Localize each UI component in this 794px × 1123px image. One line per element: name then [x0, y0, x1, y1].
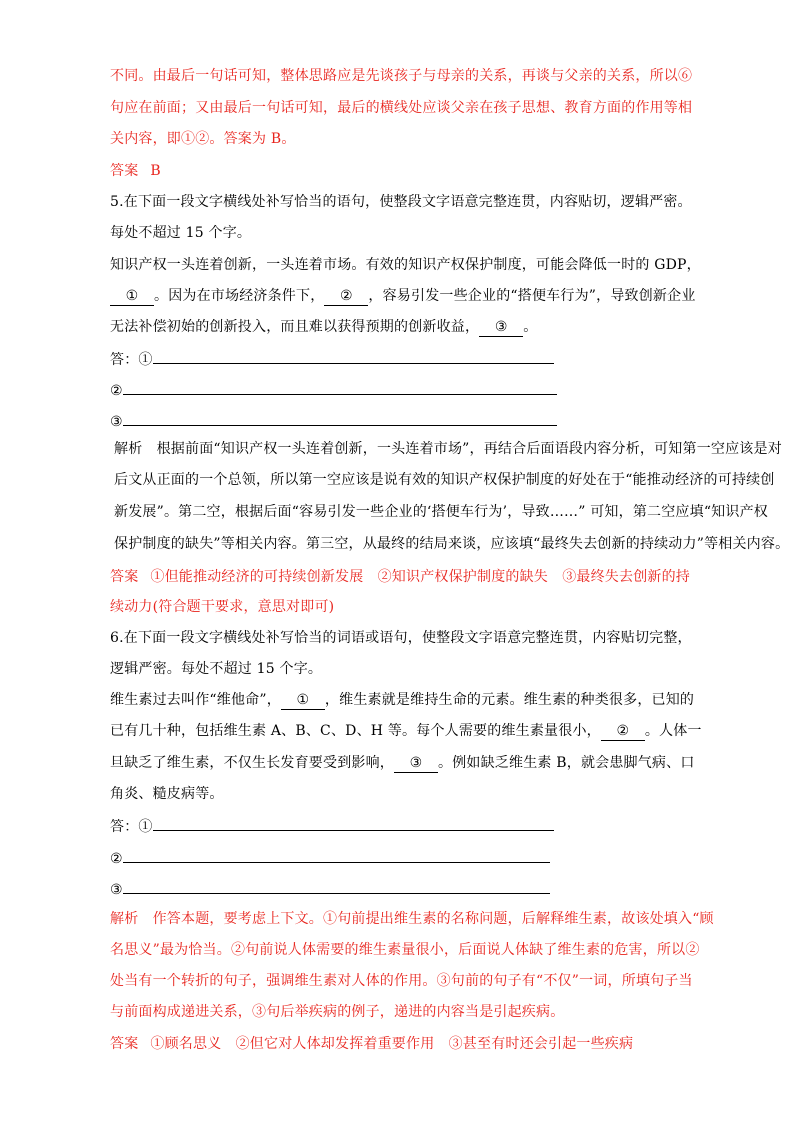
- q5-passage-line: [110, 287, 696, 306]
- answer-text: ①但能推动经济的可持续创新发展 ②知识产权保护制度的缺失 ③最终失去创新的持: [150, 569, 691, 585]
- q5-passage-line: 知识产权一头连着创新，一头连着市场。有效的知识产权保护制度，可能会降低一时的 GDP，: [110, 257, 701, 273]
- answer-field-3[interactable]: [123, 411, 557, 426]
- q5-answer: [110, 568, 690, 586]
- prev-analysis-line: 不同。由最后一句话可知，整体思路应是先谈孩子与母亲的关系，再谈与父亲的关系，所以⑥: [110, 68, 693, 84]
- q6-passage-line: [110, 691, 694, 710]
- answer-label: 答案: [110, 163, 139, 179]
- answer-label: 答案: [110, 569, 139, 585]
- answer-field-2[interactable]: [123, 380, 557, 395]
- q5-answer-cont: 续动力(符合题干要求，意思对即可): [110, 599, 335, 615]
- blank-2[interactable]: ②: [324, 287, 368, 306]
- answer-prefix: 答：①: [110, 352, 153, 368]
- q5-passage-line: [110, 318, 537, 337]
- q6-prompt-line: 6.在下面一段文字横线处补写恰当的词语或语句，使整段文字语意完整连贯，内容贴切完整，: [110, 630, 692, 646]
- q6-passage-line: [110, 754, 695, 773]
- answer-field-3[interactable]: [123, 879, 550, 894]
- answer-prefix: 答：①: [110, 819, 153, 835]
- passage-text: ，容易引发一些企业的“搭便车行为”，导致创新企业: [368, 288, 696, 304]
- passage-text: 。因为在市场经济条件下，: [154, 288, 325, 304]
- prev-analysis-line: 句应在前面；又由最后一句话可知，最后的横线处应谈父亲在孩子思想、教育方面的作用等相: [110, 100, 693, 116]
- q6-analysis-line: 与前面构成递进关系，③句后举疾病的例子，递进的内容当是引起疾病。: [110, 1004, 565, 1020]
- q6-passage-line: [110, 722, 702, 741]
- q5-answer-line-1: [110, 349, 554, 369]
- answer-prefix: ②: [110, 383, 123, 399]
- answer-value: B: [150, 163, 161, 179]
- answer-prefix: ③: [110, 882, 123, 898]
- q5-analysis-line: 保护制度的缺失”等相关内容。第三空，从最终的结局来谈，应该填“最终失去创新的持续动力”等相关内容。: [114, 536, 790, 552]
- passage-text: 。: [523, 319, 538, 335]
- answer-field-2[interactable]: [123, 848, 550, 863]
- answer-text: ①顾名思义 ②但它对人体却发挥着重要作用 ③甚至有时还会引起一些疾病: [150, 1036, 634, 1052]
- answer-label: 答案: [110, 1036, 139, 1052]
- q6-answer-line-2: [110, 848, 550, 868]
- q5-answer-line-3: [110, 411, 557, 431]
- q5-analysis-line: 解析 根据前面“知识产权一头连着创新，一头连着市场”，再结合后面语段内容分析，可知第一空应该是对: [114, 441, 782, 457]
- q6-analysis-line: 解析 作答本题，要考虑上下文。①句前提出维生素的名称问题，后解释维生素，故该处填入“顾: [110, 911, 714, 927]
- q6-analysis-line: 处当有一个转折的句子，强调维生素对人体的作用。③句前的句子有“不仅”一词，所填句子当: [110, 973, 693, 989]
- passage-text: 旦缺乏了维生素，不仅生长发育要受到影响，: [110, 755, 394, 771]
- q6-passage-line: 角炎、糙皮病等。: [110, 786, 224, 802]
- q6-analysis-line: 名思义”最为恰当。②句前说人体需要的维生素量很小，后面说人体缺了维生素的危害，所以②: [110, 942, 700, 958]
- passage-text: 已有几十种，包括维生素 A、B、C、D、H 等。每个人需要的维生素量很小，: [110, 723, 601, 739]
- passage-text: 无法补偿初始的创新投入，而且难以获得预期的创新收益，: [110, 319, 480, 335]
- answer-field-1[interactable]: [153, 816, 554, 831]
- q5-analysis-line: 后文从正面的一个总领，所以第一空应该是说有效的知识产权保护制度的好处在于“能推动经济的可持续创: [114, 472, 775, 488]
- q6-prompt-line: 逻辑严密。每处不超过 15 个字。: [110, 661, 323, 677]
- q6-answer: [110, 1035, 633, 1053]
- blank-1[interactable]: ①: [110, 287, 154, 306]
- q5-prompt-line: 5.在下面一段文字横线处补写恰当的语句，使整段文字语意完整连贯，内容贴切，逻辑严密。: [110, 194, 692, 210]
- answer-field-1[interactable]: [153, 349, 554, 364]
- answer-prefix: ③: [110, 414, 123, 430]
- passage-text: 。人体一: [644, 723, 702, 739]
- blank-1[interactable]: ①: [281, 691, 325, 710]
- passage-text: 维生素过去叫作“维他命”，: [110, 692, 281, 708]
- q5-prompt-line: 每处不超过 15 个字。: [110, 225, 252, 241]
- prev-analysis-line: 关内容，即①②。答案为 B。: [110, 131, 296, 147]
- blank-3[interactable]: ③: [479, 318, 523, 337]
- q6-answer-line-3: [110, 879, 550, 899]
- blank-2[interactable]: ②: [601, 722, 645, 741]
- answer-prefix: ②: [110, 851, 123, 867]
- q5-analysis-line: 新发展”。第二空，根据后面“容易引发一些企业的‘搭便车行为’，导致……” 可知，第二空应填“知识产权: [114, 504, 768, 520]
- passage-text: ，维生素就是维持生命的元素。维生素的种类很多，已知的: [324, 692, 695, 708]
- q5-answer-line-2: [110, 380, 557, 400]
- prev-answer: [110, 162, 161, 180]
- q6-answer-line-1: [110, 816, 554, 836]
- passage-text: 。例如缺乏维生素 B，就会患脚气病、口: [438, 755, 695, 771]
- blank-3[interactable]: ③: [394, 754, 438, 773]
